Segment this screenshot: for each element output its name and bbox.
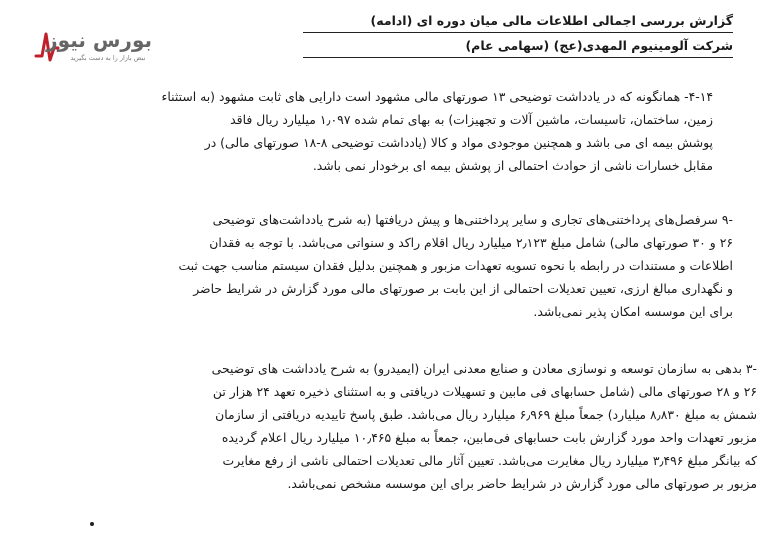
- paragraph-line: مزبور بر صورتهای مالی مورد گزارش در شرایط حاضر برای این موسسه مشخص نمی‌باشد.: [287, 476, 757, 491]
- paragraph-line: ۲۶ و ۳۰ صورتهای مالی) شامل مبلغ ۲٫۱۲۳ میلیارد ریال اقلام راکد و سنواتی می‌باشد. با توجه به فقدان: [209, 235, 733, 250]
- paragraph-line: -۳ بدهی به سازمان توسعه و نوسازی معادن و صنایع معدنی ایران (ایمیدرو) به شرح یادداشت های توضیحی: [211, 361, 757, 376]
- paragraph-line: و نگهداری مبالغ ارزی، تعیین تعدیلات احتمالی از این بابت بر صورتهای مالی مورد گزارش در شرایط حاضر: [193, 281, 733, 296]
- paragraph-line: که بیانگر مبلغ ۳٫۴۹۶ میلیارد ریال مغایرت می‌باشد. تعیین آثار مالی تعدیلات احتمالی ناشی از رفع مغایرت: [222, 453, 757, 468]
- paragraph-line: شمش به مبلغ ۸٫۸۳۰ میلیارد) جمعاً مبلغ ۶٫۹۶۹ میلیارد ریال می‌باشد. طبق پاسخ تاییدیه دریافتی از سازمان: [215, 407, 757, 422]
- paragraph-line: ۲۶ و ۲۸ صورتهای مالی (شامل حسابهای فی مابین و تسهیلات دریافتی و به استثنای ذخیره تعهد ۲۴ هزار تن: [212, 384, 757, 399]
- paragraph-line: برای این موسسه امکان پذیر نمی‌باشد.: [533, 304, 733, 319]
- paragraph-imidro-debt: [57, 357, 757, 495]
- bullet-dot: [90, 522, 94, 526]
- logo-tagline: نبض بازار را به دست بگیرید: [70, 54, 146, 62]
- paragraph-line: زمین، ساختمان، تاسیسات، ماشین آلات و تجهیزات) به بهای تمام شده ۱٫۰۹۷ میلیارد ریال فاقد: [230, 112, 713, 127]
- paragraph-insurance-coverage: [73, 85, 713, 177]
- report-header: [303, 10, 733, 60]
- header-divider: [303, 57, 733, 58]
- logo-brand-text: بورس نیوز: [46, 28, 152, 52]
- paragraph-payables: [68, 208, 733, 323]
- header-divider: [303, 32, 733, 33]
- company-name: شرکت آلومینیوم المهدی(عج) (سهامی عام): [465, 38, 733, 53]
- paragraph-line: مزبور تعهدات واحد مورد گزارش بابت حسابهای فی‌مابین، جمعاً به مبلغ ۱۰٫۴۶۵ میلیارد ریال اعلام گردیده: [221, 430, 757, 445]
- paragraph-line: -۹ سرفصل‌های پرداختنی‌های تجاری و سایر پرداختنی‌ها و پیش دریافتها (به شرح یادداشت‌های توضیحی: [212, 212, 733, 227]
- paragraph-line: مقابل خسارات ناشی از حوادث احتمالی از پوشش بیمه ای برخودار نمی باشد.: [312, 158, 713, 173]
- bourse-news-logo: [34, 26, 159, 68]
- paragraph-line: اطلاعات و مستندات در رابطه با نحوه تسویه تعهدات مزبور و همچنین بدلیل فقدان سیستم مناسب جهت ثبت: [178, 258, 733, 273]
- report-title: گزارش بررسی اجمالی اطلاعات مالی میان دوره ای (ادامه): [370, 13, 733, 28]
- paragraph-line: پوشش بیمه ای می باشد و همچنین موجودی مواد و کالا (یادداشت توضیحی ۸-۱۸ صورتهای مالی) در: [204, 135, 713, 150]
- paragraph-line: ۴-۱۴- همانگونه که در یادداشت توضیحی ۱۳ صورتهای مالی مشهود است دارایی های ثابت مشهود (به استثناء: [161, 89, 713, 104]
